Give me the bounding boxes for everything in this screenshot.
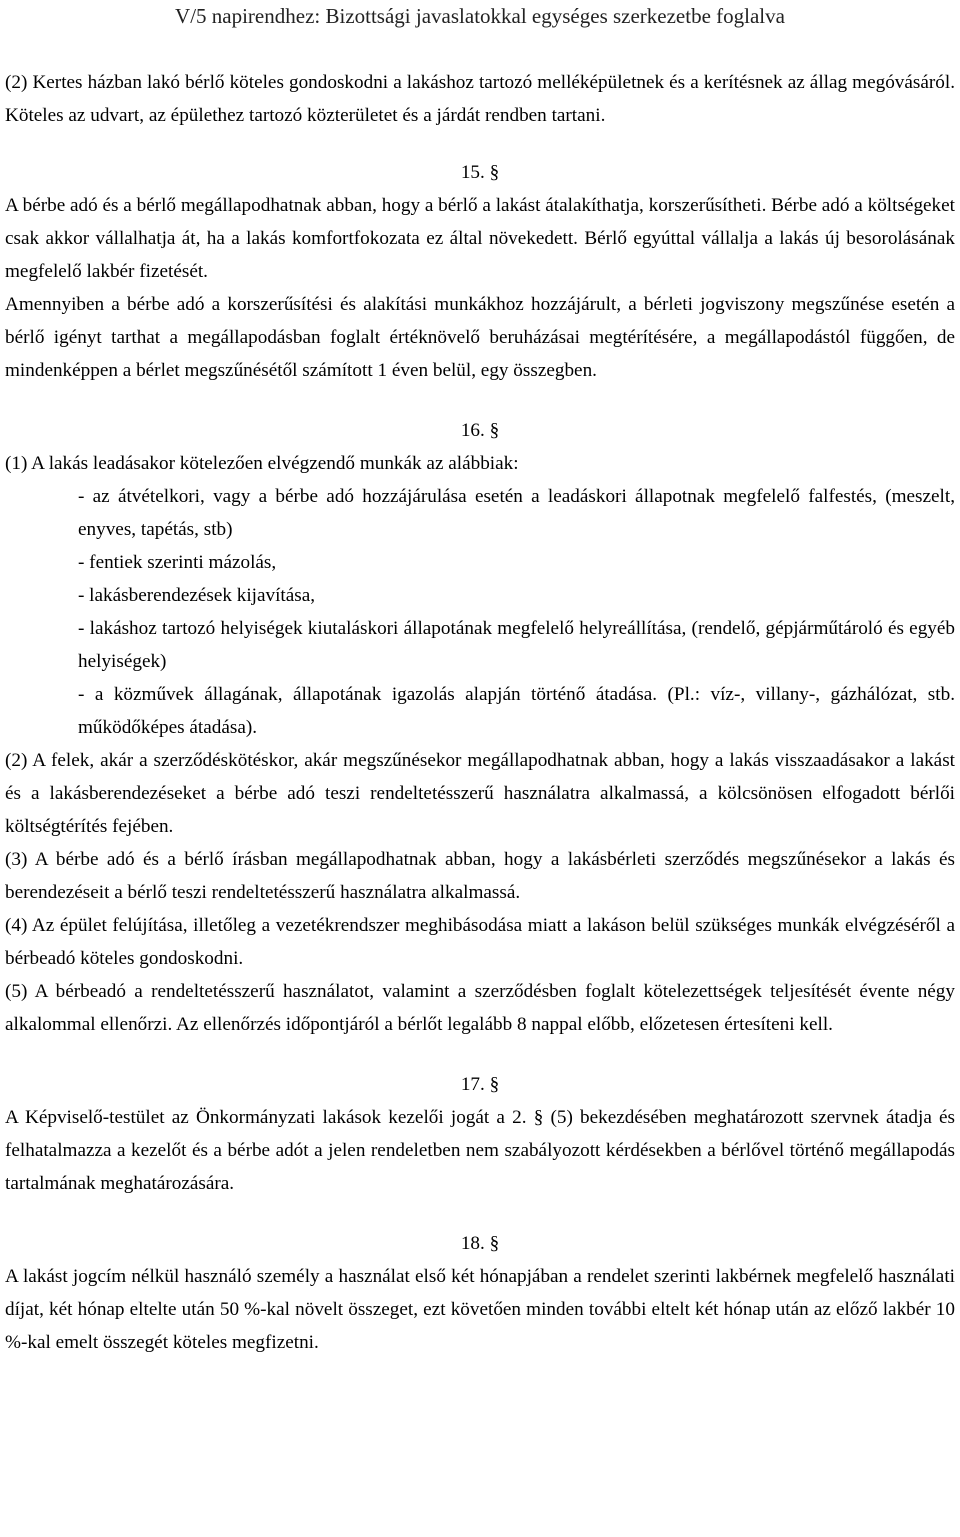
paragraph-16-1: (1) A lakás leadásakor kötelezően elvégzendő munkák az alábbiak: bbox=[5, 453, 519, 474]
spacer bbox=[5, 1200, 955, 1227]
spacer bbox=[5, 387, 955, 414]
paragraph-16-5: (5) A bérbeadó a rendeltetésszerű használatot, valamint a szerződésben foglalt kötelezettségek teljesítését évente négy alkalommal ellenőrzi. Az ellenőrzés időpontjáról a bérlőt legalább 8 nappal előbb, előzetesen értesíteni kell. bbox=[5, 981, 955, 1035]
list-item: - a közművek állagának, állapotának igazolás alapján történő átadása. (Pl.: víz-, villany-, gázhálózat, stb. működőképes átadása). bbox=[78, 684, 955, 738]
list-item: - lakásberendezések kijavítása, bbox=[78, 585, 316, 606]
list-item: - az átvételkori, vagy a bérbe adó hozzájárulása esetén a leadáskori állapotnak megfelelő falfestés, (meszelt, enyves, tapétás, stb) bbox=[78, 486, 955, 540]
paragraph-16-4: (4) Az épület felújítása, illetőleg a vezetékrendszer meghibásodása miatt a lakáson belül szükséges munkák elvégzéséről a bérbeadó köteles gondoskodni. bbox=[5, 915, 955, 969]
list-item: - lakáshoz tartozó helyiségek kiutaláskori állapotának megfelelő helyreállítása, (rendelő, gépjárműtároló és egyéb helyiségek) bbox=[78, 618, 955, 672]
paragraph-17: A Képviselő-testület az Önkormányzati lakások kezelői jogát a 2. § (5) bekezdésében meghatározott szervnek átadja és felhatalmazza a kezelőt és a bérbe adót a jelen rendeletben nem szabályozott kérdésekben a bérlővel történő megállapodás tartalmának meghatározására. bbox=[5, 1107, 955, 1194]
list-item: - fentiek szerinti mázolás, bbox=[78, 552, 277, 573]
work-list bbox=[5, 480, 955, 744]
paragraph-15-1: A bérbe adó és a bérlő megállapodhatnak abban, hogy a bérlő a lakást átalakíthatja, korszerűsítheti. Bérbe adó a költségeket csak akkor vállalhatja át, ha a lakás komfortfokozata ez által növekedett. Bérlő egyúttal vállalja a lakás új besorolásának megfelelő lakbér fizetését. bbox=[5, 195, 955, 282]
page-header: V/5 napirendhez: Bizottsági javaslatokkal egységes szerkezetbe foglalva bbox=[175, 4, 785, 28]
spacer bbox=[5, 132, 955, 156]
paragraph-15-2: Amennyiben a bérbe adó a korszerűsítési és alakítási munkákhoz hozzájárult, a bérleti jogviszony megszűnése esetén a bérlő igényt tarthat a megállapodásban foglalt értéknövelő beruházásai megtérítésére, a megállapodástól függően, de mindenképpen a bérlet megszűnésétől számított 1 éven belül, egy összegben. bbox=[5, 294, 955, 381]
paragraph-14-2: (2) Kertes házban lakó bérlő köteles gondoskodni a lakáshoz tartozó melléképületnek és a kerítésnek az állag megóvásáról. Köteles az udvart, az épülethez tartozó közterületet és a járdát rendben tartani. bbox=[5, 72, 955, 126]
section-heading-17: 17. § bbox=[460, 1074, 500, 1095]
paragraph-18: A lakást jogcím nélkül használó személy a használat első két hónapjában a rendelet szerinti lakbérnek megfelelő használati díjat, két hónap eltelte után 50 %-kal növelt összeget, ezt követően minden további eltelt két hónap után az előző lakbér 10 %-kal emelt összegét köteles megfizetni. bbox=[5, 1266, 955, 1353]
section-heading-18: 18. § bbox=[460, 1233, 500, 1254]
paragraph-16-3: (3) A bérbe adó és a bérlő írásban megállapodhatnak abban, hogy a lakásbérleti szerződés megszűnésekor a lakás és berendezéseit a bérlő teszi rendeltetésszerű használatra alkalmassá. bbox=[5, 849, 955, 903]
section-heading-16: 16. § bbox=[460, 420, 500, 441]
section-heading-15: 15. § bbox=[460, 162, 500, 183]
document-body bbox=[5, 66, 955, 1359]
spacer bbox=[5, 1041, 955, 1068]
paragraph-16-2: (2) A felek, akár a szerződéskötéskor, akár megszűnésekor megállapodhatnak abban, hogy a lakás visszaadásakor a lakást és a lakásberendezéseket a bérbe adó teszi rendeltetésszerű használatra alkalmassá, a kölcsönösen elfogadott bérlői költségtérítés fejében. bbox=[5, 750, 955, 837]
